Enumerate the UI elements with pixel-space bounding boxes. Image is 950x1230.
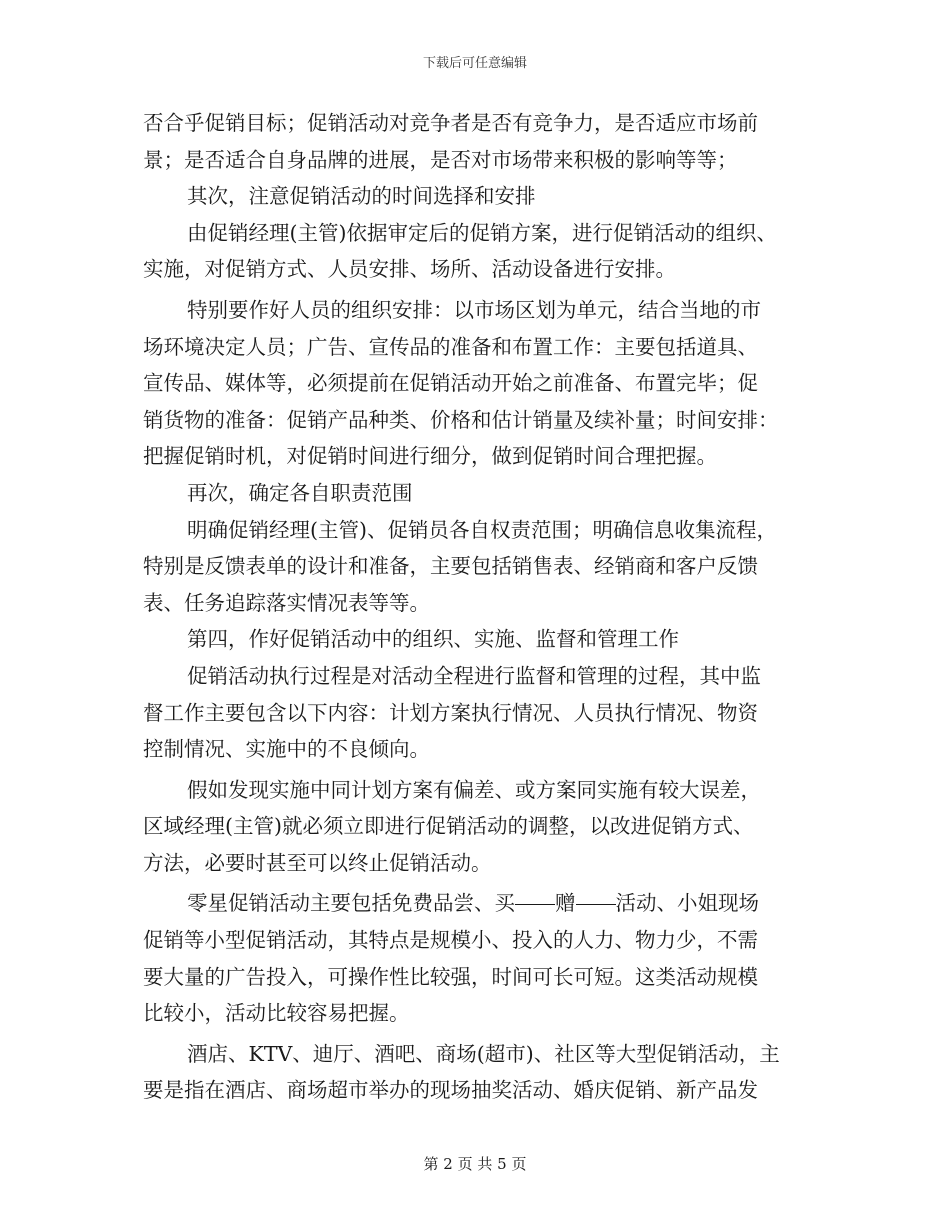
text-line: 假如发现实施中同计划方案有偏差、或方案同实施有较大误差，: [187, 777, 761, 802]
fill-blank: [576, 903, 616, 905]
text-line: 景；是否适合自身品牌的进展，是否对市场带来积极的影响等等；: [143, 147, 738, 172]
section-heading: 第四，作好促销活动中的组织、实施、监督和管理工作: [187, 627, 679, 652]
fill-blank: [515, 903, 555, 905]
text-line: 区域经理(主管)就必须立即进行促销活动的调整，以改进促销方式、: [143, 814, 754, 839]
section-heading: 再次，确定各自职责范围: [187, 480, 413, 505]
section-heading: 其次，注意促销活动的时间选择和安排: [187, 184, 536, 209]
text-line: 要大量的广告投入，可操作性比较强，时间可长可短。这类活动规模: [143, 964, 758, 989]
text-line: 促销等小型促销活动，其特点是规模小、投入的人力、物力少，不需: [143, 928, 758, 953]
text-line: 表、任务追踪落实情况表等等。: [143, 590, 430, 615]
text-line: 督工作主要包含以下内容：计划方案执行情况、人员执行情况、物资: [143, 700, 758, 725]
text-line: 把握促销时机，对促销时间进行细分，做到促销时间合理把握。: [143, 444, 717, 469]
text-line: 场环境决定人员；广告、宣传品的准备和布置工作：主要包括道具、: [143, 334, 758, 359]
page-number: 第 2 页 共 5 页: [423, 1155, 527, 1173]
text-line: 否合乎促销目标；促销活动对竞争者是否有竞争力，是否适应市场前: [143, 111, 758, 135]
text-line: 销货物的准备：促销产品种类、价格和估计销量及续补量；时间安排：: [143, 407, 779, 432]
text-line: 宣传品、媒体等，必须提前在促销活动开始之前准备、布置完毕；促: [143, 371, 758, 396]
text-line: 方法，必要时甚至可以终止促销活动。: [143, 850, 492, 875]
text-line: 促销活动执行过程是对活动全程进行监督和管理的过程，其中监: [187, 663, 761, 688]
text-line: 实施，对促销方式、人员安排、场所、活动设备进行安排。: [143, 257, 676, 282]
text-segment: 赠: [555, 891, 576, 916]
text-line: 要是指在酒店、商场超市举办的现场抽奖活动、婚庆促销、新产品发: [143, 1078, 758, 1103]
page-header: 下载后可任意编辑: [422, 56, 527, 71]
text-line: 控制情况、实施中的不良倾向。: [143, 737, 430, 762]
text-line: 酒店、KTV、迪厅、酒吧、商场(超市)、社区等大型促销活动，主: [187, 1041, 780, 1066]
document-body: [143, 105, 808, 1109]
text-line: 特别要作好人员的组织安排：以市场区划为单元，结合当地的市: [187, 297, 761, 322]
text-line: 明确促销经理(主管)、促销员各自权责范围；明确信息收集流程，: [187, 517, 777, 542]
text-segment: 零星促销活动主要包括免费品尝、买: [187, 891, 515, 916]
text-line: 由促销经理(主管)依据审定后的促销方案，进行促销活动的组织、: [187, 220, 777, 245]
text-segment: 活动、小姐现场: [615, 891, 759, 916]
text-line: [143, 885, 808, 922]
text-line: 特别是反馈表单的设计和准备，主要包括销售表、经销商和客户反馈: [143, 554, 758, 579]
text-line: 比较小，活动比较容易把握。: [143, 1001, 410, 1026]
